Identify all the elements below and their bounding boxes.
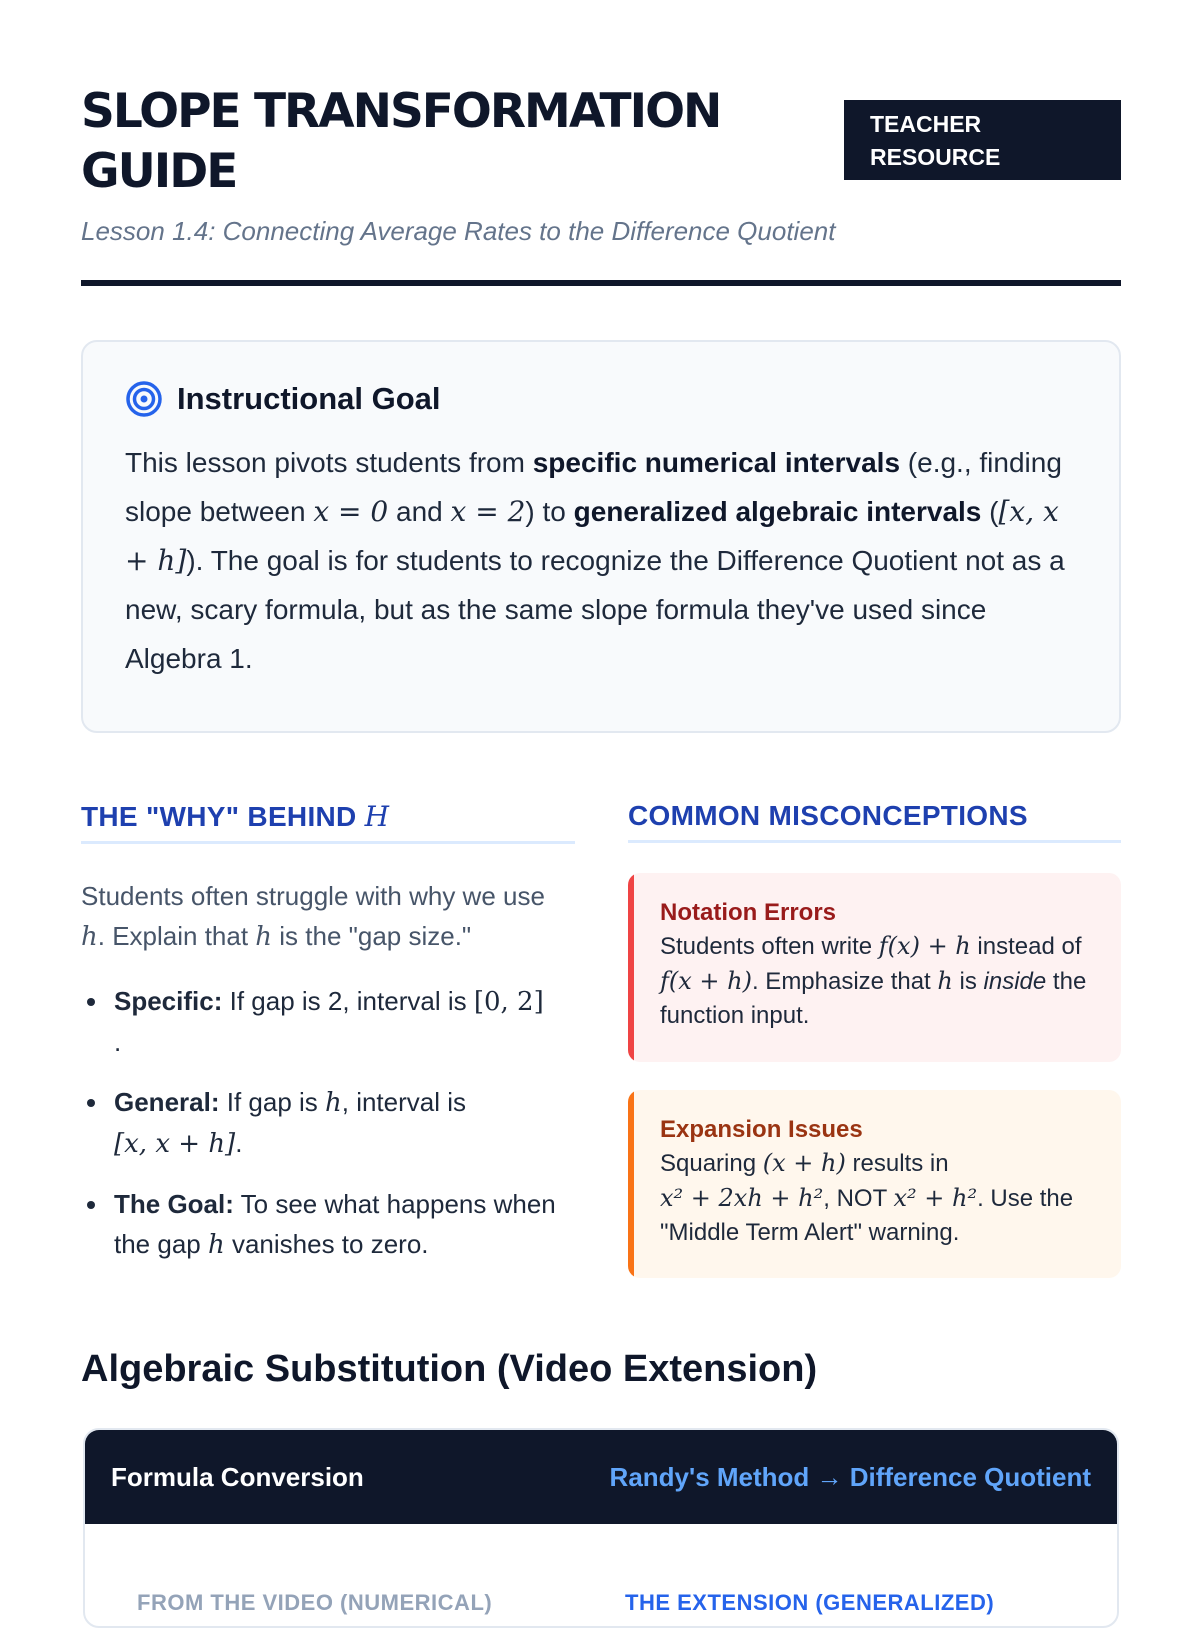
list-item-specific: [81, 981, 575, 1062]
math-h: h: [937, 967, 953, 995]
teacher-guide-page: [81, 0, 1121, 1615]
item-text: , interval is: [341, 1087, 467, 1117]
why-intro-text: Students often struggle with why we use: [81, 881, 545, 911]
goal-text-part: ) to: [525, 496, 574, 527]
goal-text-part: and: [388, 496, 451, 527]
list-item-general: [81, 1082, 575, 1164]
header-divider: [81, 280, 1121, 286]
why-heading-text: THE "WHY" BEHIND: [81, 801, 365, 832]
instructional-goal-box: [81, 340, 1121, 733]
card-text-part: instead of: [970, 933, 1082, 960]
math-h: h: [255, 922, 273, 952]
math-expansion-wrong: x² + h²: [893, 1184, 978, 1212]
item-label: General:: [114, 1087, 220, 1117]
why-intro: [81, 876, 575, 957]
math-interval-x-h: [x, x + h]: [125, 495, 1059, 577]
column-header-generalized: THE EXTENSION (GENERALIZED): [625, 1590, 995, 1615]
goal-text-part: This lesson pivots students from: [125, 447, 533, 478]
table-method: Randy's Method → Difference Quotient: [609, 1461, 1091, 1492]
item-label: Specific:: [114, 986, 223, 1016]
card-text-part: is: [952, 968, 984, 995]
math-f-of-x-plus-h: f(x + h): [660, 967, 752, 995]
misconceptions-section: [628, 800, 1121, 1278]
math-fx-plus-h: f(x) + h: [878, 932, 971, 960]
table-columns: [85, 1524, 1117, 1628]
goal-text-part: ). The goal is for students to recognize the Difference Quotient not as a new, scary formula, but as the same slope formula they've used since Algebra 1.: [125, 545, 1065, 674]
why-heading-var: H: [364, 800, 390, 833]
math-h: h: [207, 1230, 225, 1260]
formula-conversion-table: [83, 1428, 1119, 1628]
card-text-part: the function input.: [660, 968, 1087, 1029]
expansion-issues-title: Expansion Issues: [660, 1116, 863, 1143]
item-text: .: [235, 1128, 243, 1158]
math-x-plus-h: (x + h): [762, 1149, 846, 1177]
why-behind-h-section: [81, 800, 575, 1285]
notation-errors-title: Notation Errors: [660, 899, 837, 926]
goal-paragraph: [125, 438, 1077, 683]
item-label: The Goal:: [114, 1189, 234, 1219]
list-item-goal: [81, 1184, 575, 1265]
target-icon: [125, 380, 163, 418]
page-header: [81, 0, 1121, 288]
lesson-subtitle: Lesson 1.4: Connecting Average Rates to the Difference Quotient: [81, 216, 836, 246]
teacher-resource-badge: TEACHER RESOURCE: [844, 100, 1121, 180]
card-text-part: . Use the "Middle Term Alert" warning.: [660, 1185, 1074, 1246]
item-text: vanishes to zero.: [224, 1229, 429, 1259]
math-x-equals-0: x = 0: [313, 495, 389, 528]
column-header-numerical: FROM THE VIDEO (NUMERICAL): [137, 1590, 493, 1615]
math-x-equals-2: x = 2: [450, 495, 526, 528]
goal-text-part: (e.g., finding slope between: [125, 447, 1062, 527]
table-header: [85, 1430, 1117, 1524]
math-interval-x-h: [x, x + h]: [114, 1129, 236, 1159]
math-h: h: [325, 1088, 342, 1118]
card-text-part: results in: [845, 1150, 949, 1177]
card-text-part: , NOT: [823, 1185, 894, 1212]
math-h: h: [81, 922, 98, 952]
why-list: [81, 981, 575, 1265]
notation-errors-text: [660, 929, 1097, 1033]
section-title: Algebraic Substitution (Video Extension): [81, 1348, 818, 1390]
math-expansion-correct: x² + 2xh + h²: [660, 1184, 824, 1212]
goal-header: [125, 380, 1077, 418]
page-title: SLOPE TRANSFORMATION GUIDE: [81, 84, 721, 199]
card-text-part: Students often write: [660, 933, 879, 960]
why-heading: [81, 800, 575, 844]
card-text-part: . Emphasize that: [751, 968, 938, 995]
misconceptions-heading: COMMON MISCONCEPTIONS: [628, 800, 1121, 843]
why-intro-text: . Explain that: [97, 921, 256, 951]
item-text: .: [114, 1027, 122, 1057]
goal-emphasis-specific: specific numerical intervals: [532, 447, 901, 478]
goal-text-part: (: [981, 496, 999, 527]
why-intro-text: is the "gap size.": [272, 921, 472, 951]
math-interval-0-2: [0, 2]: [473, 987, 544, 1017]
card-emphasis: inside: [983, 968, 1047, 995]
table-label: Formula Conversion: [111, 1461, 364, 1492]
item-text: If gap is 2, interval is: [222, 986, 474, 1016]
card-text-part: Squaring: [660, 1150, 763, 1177]
item-text: To see what happens when the gap: [114, 1189, 556, 1259]
goal-title: Instructional Goal: [177, 381, 441, 416]
goal-emphasis-generalized: generalized algebraic intervals: [573, 496, 982, 527]
expansion-issues-text: [660, 1146, 1097, 1250]
item-text: If gap is: [219, 1087, 325, 1117]
notation-errors-card: [628, 873, 1121, 1062]
expansion-issues-card: [628, 1090, 1121, 1278]
